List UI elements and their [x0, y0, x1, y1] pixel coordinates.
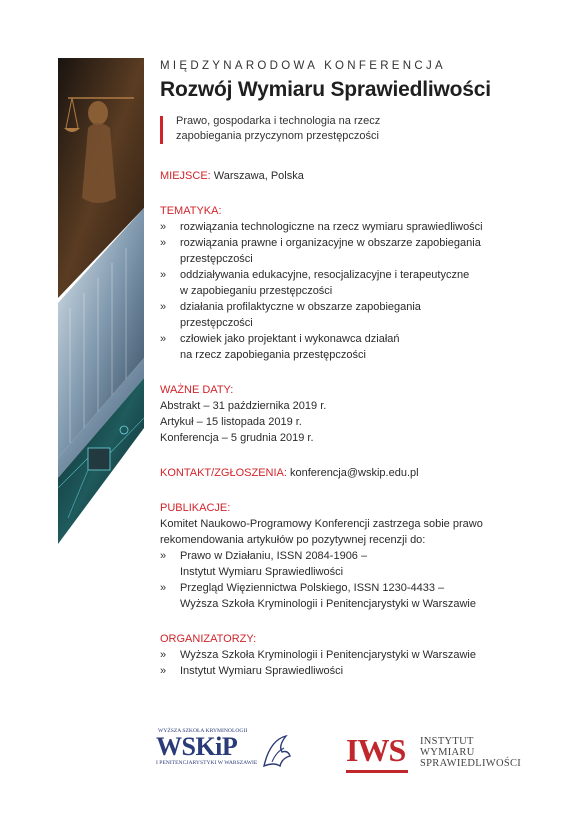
tematyka-label: TEMATYKA:	[160, 205, 222, 217]
date-line: Artykuł – 15 listopada 2019 r.	[160, 416, 302, 428]
decorative-photo-collage	[58, 58, 144, 544]
date-line: Abstrakt – 31 października 2019 r.	[160, 400, 327, 412]
subtitle-block	[160, 114, 560, 144]
publikacje-list	[160, 548, 560, 612]
list-item: » Prawo w Działaniu, ISSN 2084-1906 – Instytut Wymiaru Sprawiedliwości	[160, 550, 368, 578]
list-item: » Wyższa Szkoła Kryminologii i Penitencjarystyki w Warszawie	[160, 649, 476, 661]
subtitle-line: Prawo, gospodarka i technologia na rzecz	[176, 115, 381, 127]
publikacje-label: PUBLIKACJE:	[160, 502, 231, 514]
publikacje-intro: Komitet Naukowo-Programowy Konferencji zastrzega sobie prawo	[160, 518, 483, 530]
organizatorzy-section	[160, 631, 560, 679]
miejsce-label: MIEJSCE:	[160, 170, 211, 182]
daty-section	[160, 382, 560, 446]
list-item: » działania profilaktyczne w obszarze zapobiegania przestępczości	[160, 301, 421, 329]
miejsce-value: Warszawa, Polska	[213, 170, 304, 182]
publikacje-intro: rekomendowania artykułów po pozytywnej recenzji do:	[160, 534, 426, 546]
list-item: » człowiek jako projektant i wykonawca działań na rzecz zapobiegania przestępczości	[160, 333, 400, 361]
tematyka-list	[160, 219, 560, 363]
date-line: Konferencja – 5 grudnia 2019 r.	[160, 432, 314, 444]
subtitle	[176, 114, 560, 144]
eagle-icon	[260, 732, 294, 772]
organizatorzy-list	[160, 647, 560, 679]
iws-logo-text: INSTYTUT WYMIARU SPRAWIEDLIWOŚCI	[420, 736, 522, 769]
list-item: » Instytut Wymiaru Sprawiedliwości	[160, 665, 344, 677]
wskip-logo-top: WYŻSZA SZKOŁA KRYMINOLOGII	[158, 728, 248, 734]
daty-label: WAŻNE DATY:	[160, 384, 234, 396]
list-item: » oddziaływania edukacyjne, resocjalizacyjne i terapeutyczne w zapobieganiu przestępczości	[160, 269, 470, 297]
publikacje-section	[160, 500, 560, 612]
iws-underline	[346, 770, 408, 773]
subtitle-line: zapobiegania przyczynom przestępczości	[176, 130, 379, 142]
organizer-logos	[156, 728, 536, 788]
kicker: MIĘDZYNARODOWA KONFERENCJA	[160, 60, 446, 72]
organizatorzy-label: ORGANIZATORZY:	[160, 633, 257, 645]
list-item: » rozwiązania technologiczne na rzecz wymiaru sprawiedliwości	[160, 221, 483, 233]
miejsce-section	[160, 168, 560, 184]
accent-bar	[160, 116, 163, 144]
contact-email[interactable]: konferencja@wskip.edu.pl	[290, 467, 419, 479]
wskip-logo-bottom: I PENITENCJARYSTYKI W WARSZAWIE	[156, 760, 258, 766]
iws-logo	[346, 732, 536, 784]
kontakt-label: KONTAKT/ZGŁOSZENIA:	[160, 467, 287, 479]
list-item: » rozwiązania prawne i organizacyjne w obszarze zapobiegania przestępczości	[160, 237, 481, 265]
conference-info	[160, 58, 560, 679]
wskip-logo	[156, 728, 296, 784]
iws-logo-mark: IWS	[346, 732, 406, 768]
page-title: Rozwój Wymiaru Sprawiedliwości	[160, 78, 491, 101]
tematyka-section	[160, 203, 560, 363]
list-item: » Przegląd Więziennictwa Polskiego, ISSN 1230-4433 – Wyższa Szkoła Kryminologii i Penitencjarystyki w Warszawie	[160, 582, 476, 610]
kontakt-section	[160, 465, 560, 481]
wskip-logo-mark: WSKiP	[156, 732, 238, 761]
